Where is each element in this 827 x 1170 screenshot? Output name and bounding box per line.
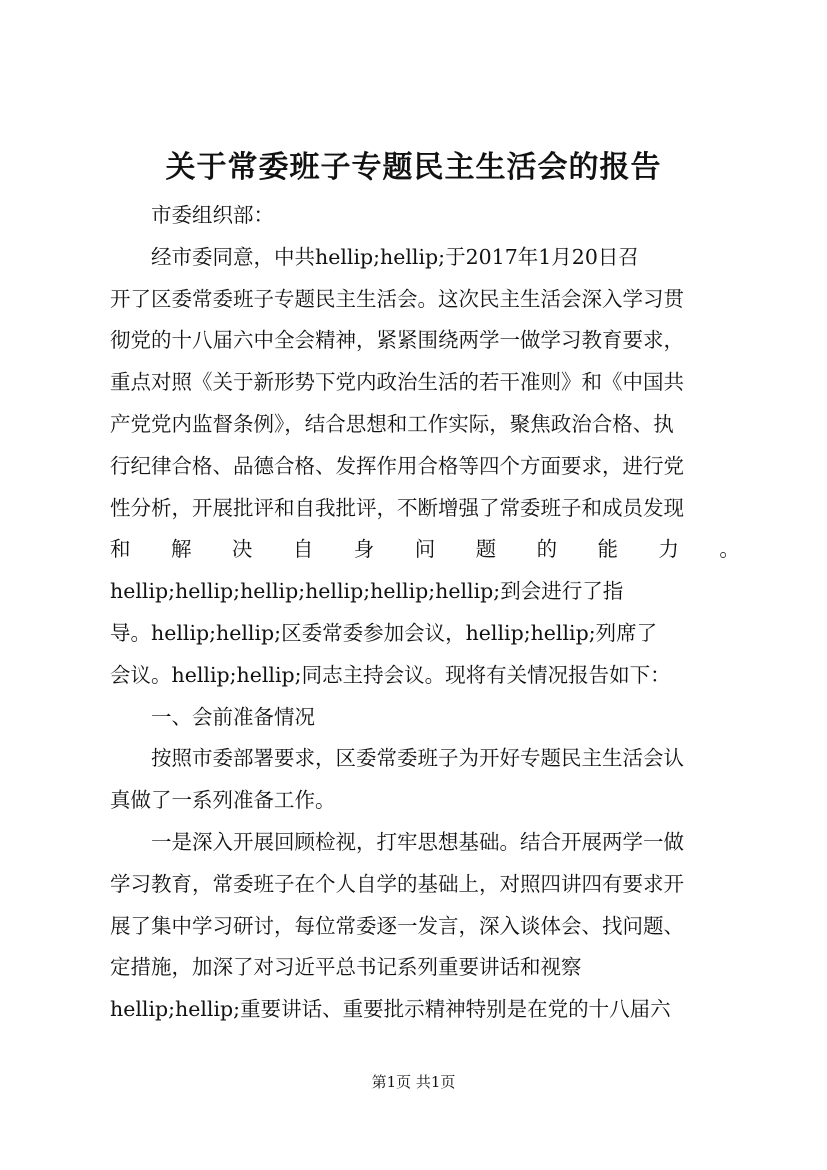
paragraph-line: 真做了一系列准备工作。 <box>110 788 336 813</box>
paragraph-line: 定措施，加深了对习近平总书记系列重要讲话和视察 <box>110 955 582 980</box>
paragraph-line: 市委组织部： <box>110 203 274 227</box>
paragraph-line: hellip;hellip;hellip;hellip;hellip;hellip;到会进行了指 <box>110 579 624 604</box>
spread-char: 。 <box>719 537 740 562</box>
spread-justified-line <box>110 529 740 571</box>
section-heading: 一、会前准备情况 <box>110 704 315 729</box>
spread-char: 题 <box>475 537 497 562</box>
spread-char: 解 <box>170 537 192 562</box>
document-title: 关于常委班子专题民主生活会的报告 <box>165 150 662 185</box>
spread-char: 的 <box>536 537 558 562</box>
paragraph-line: 学习教育，常委班子在个人自学的基础上，对照四讲四有要求开 <box>110 871 684 896</box>
paragraph-line: 展了集中学习研讨，每位常委逐一发言，深入谈体会、找问题、 <box>110 913 684 938</box>
spread-char: 自 <box>292 537 314 562</box>
paragraph-line: 彻党的十八届六中全会精神，紧紧围绕两学一做学习教育要求， <box>110 328 684 353</box>
paragraph-line: 产党党内监督条例》，结合思想和工作实际，聚焦政治合格、执 <box>110 411 674 436</box>
paragraph-line: 一是深入开展回顾检视，打牢思想基础。结合开展两学一做 <box>110 829 684 854</box>
page-footer: 第1页 共1页 <box>371 1073 456 1091</box>
spread-char: 身 <box>353 537 375 562</box>
paragraph-line: 经市委同意，中共hellip;hellip;于2017年1月20日召 <box>110 244 639 269</box>
document-body <box>110 195 740 1031</box>
spread-char: 问 <box>414 537 436 562</box>
paragraph-line: 行纪律合格、品德合格、发挥作用合格等四个方面要求，进行党 <box>110 453 684 478</box>
spread-char: 力 <box>658 537 679 562</box>
spread-char: 和 <box>110 537 131 562</box>
paragraph-line: 按照市委部署要求，区委常委班子为开好专题民主生活会认 <box>110 746 684 771</box>
spread-char: 能 <box>597 537 618 562</box>
paragraph-line: 性分析，开展批评和自我批评，不断增强了常委班子和成员发现 <box>110 495 684 520</box>
paragraph-line: 重点对照《关于新形势下党内政治生活的若干准则》和《中国共 <box>110 370 684 395</box>
paragraph-line: 开了区委常委班子专题民主生活会。这次民主生活会深入学习贯 <box>110 286 684 311</box>
paragraph-line: 导。hellip;hellip;区委常委参加会议，hellip;hellip;列席了 <box>110 620 658 645</box>
paragraph-line: 会议。hellip;hellip;同志主持会议。现将有关情况报告如下： <box>110 662 671 687</box>
paragraph-line: hellip;hellip;重要讲话、重要批示精神特别是在党的十八届六 <box>110 997 671 1022</box>
spread-char: 决 <box>231 537 253 562</box>
